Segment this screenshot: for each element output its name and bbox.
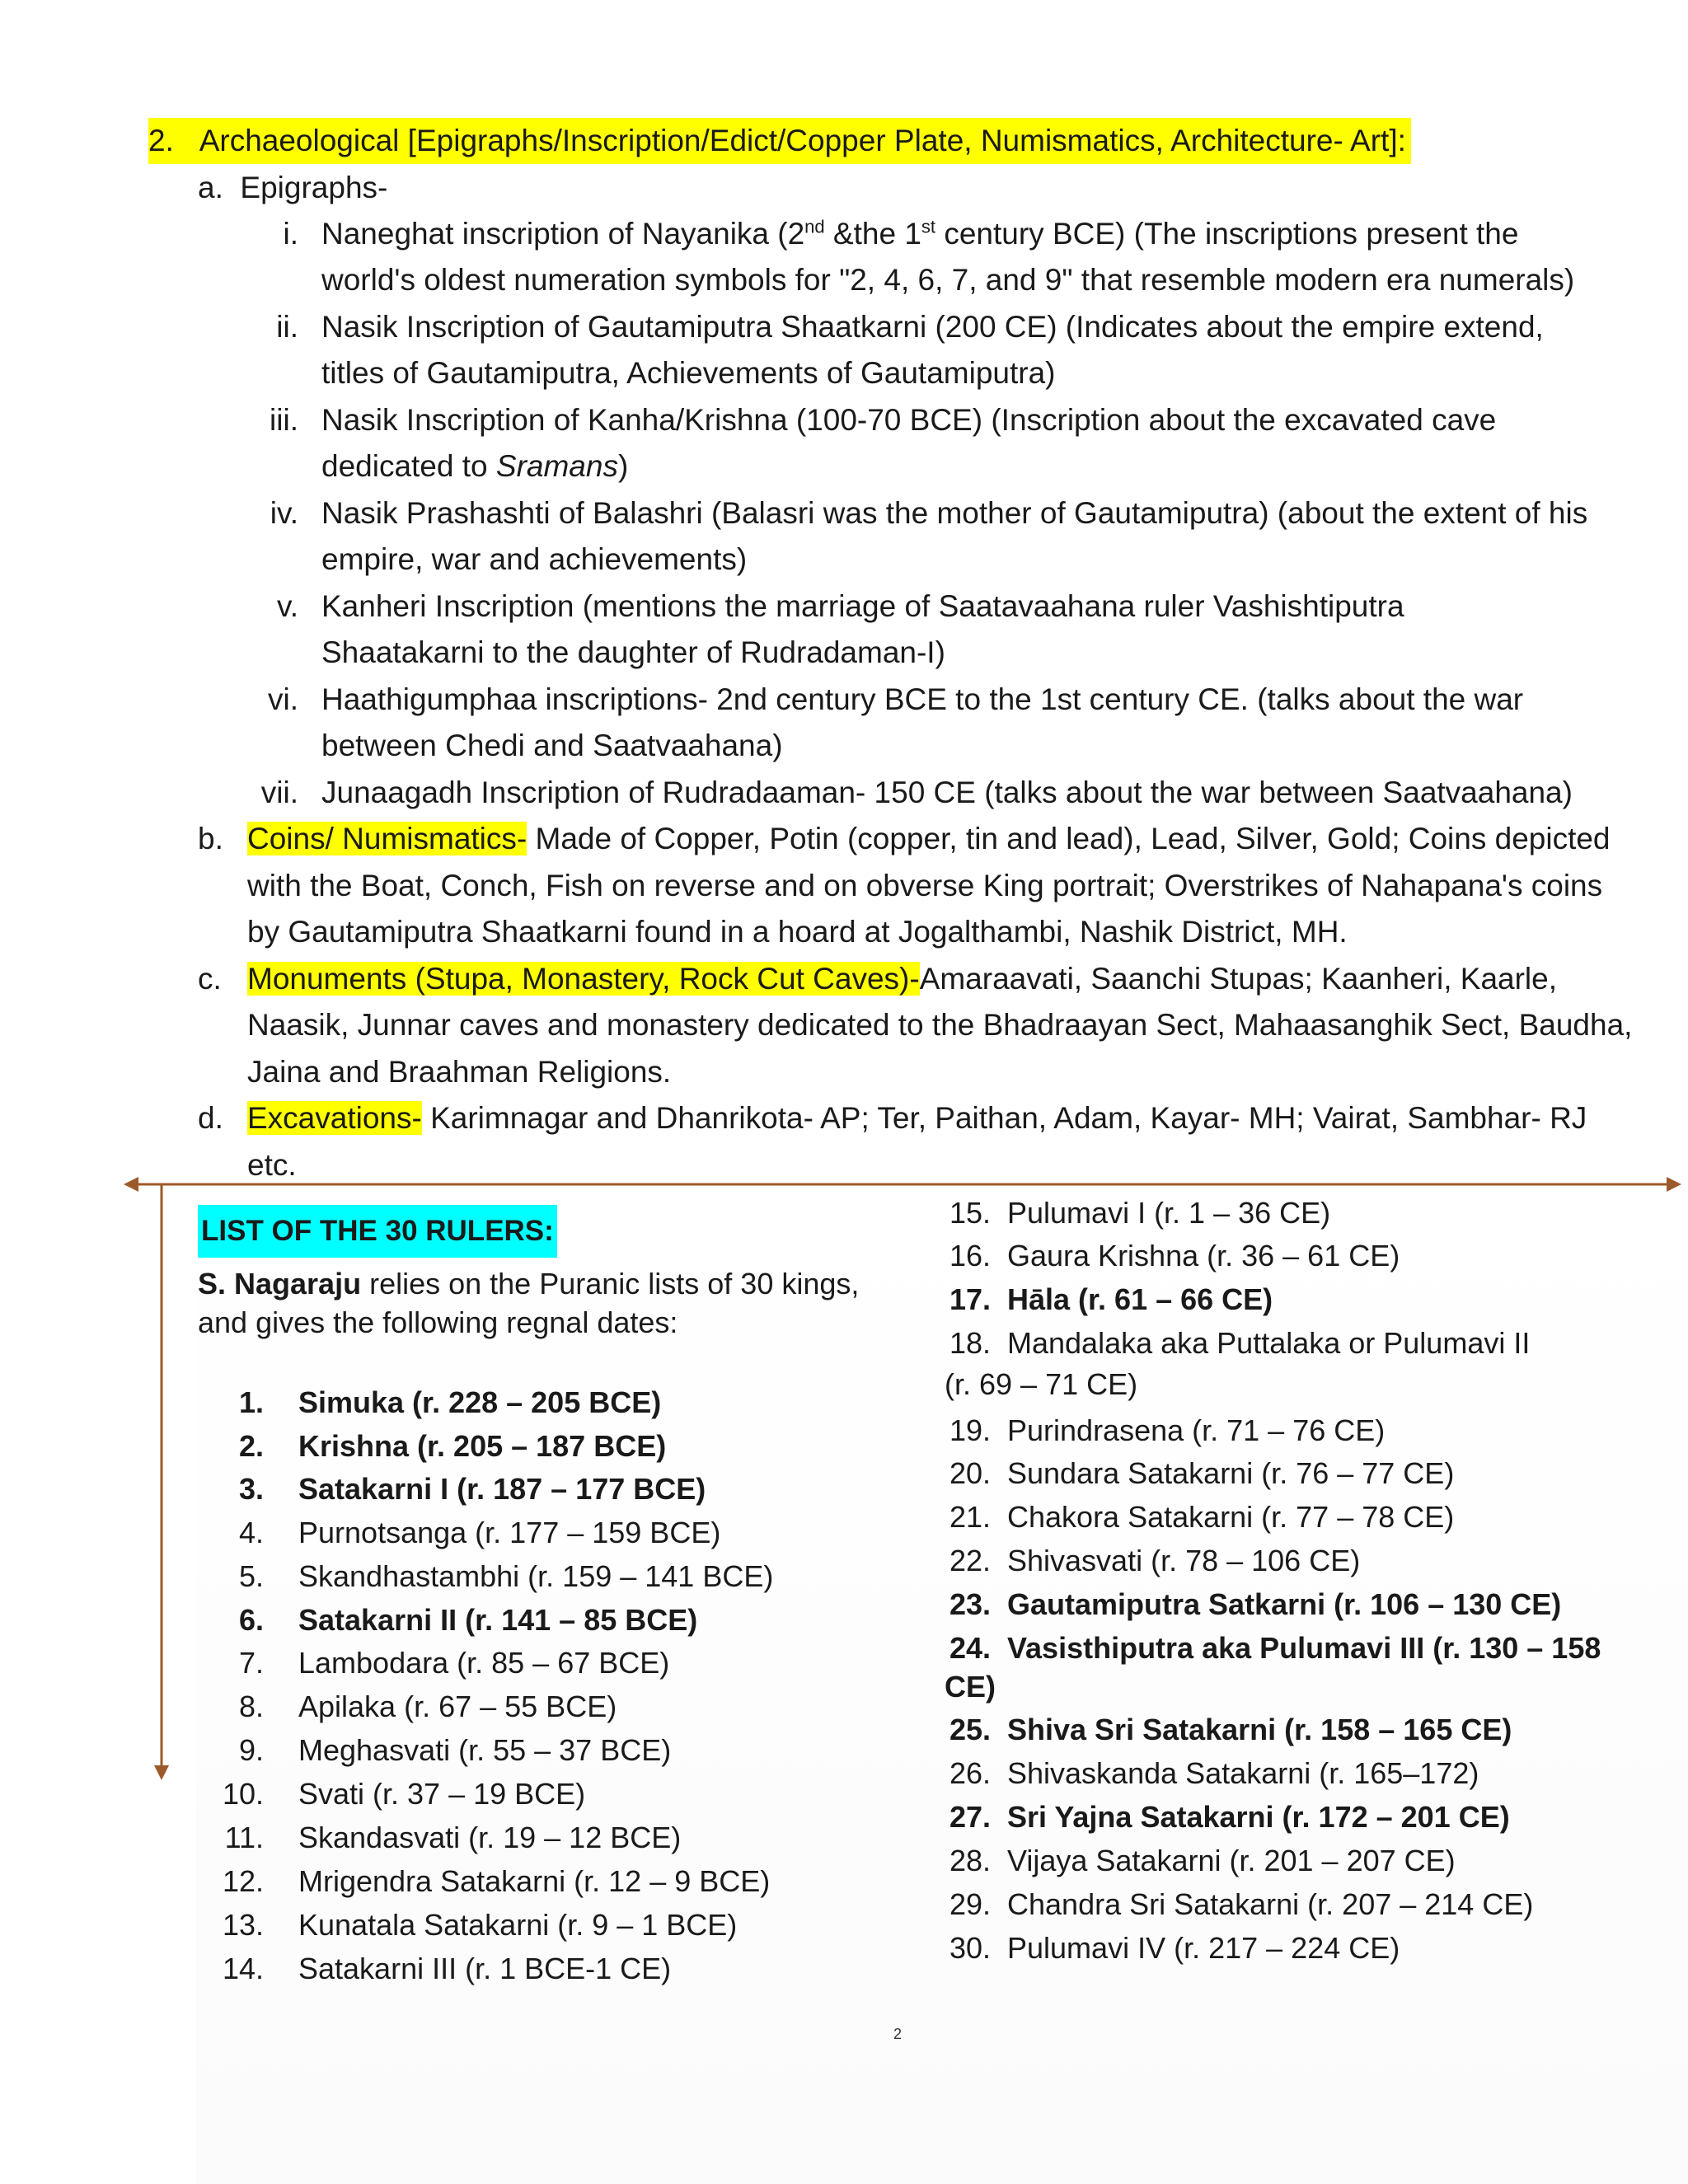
ruler-name: Svati (r. 37 – 19 BCE): [298, 1777, 586, 1811]
ruler-name: Apilaka (r. 67 – 55 BCE): [298, 1690, 617, 1723]
ruler-number: 25.: [949, 1713, 991, 1746]
epigraph-num-iv: iv.: [270, 496, 298, 530]
ruler-number: 10.: [222, 1777, 264, 1811]
rulers-intro-text1: relies on the Puranic lists of 30 kings,: [361, 1267, 860, 1301]
epigraph-i-sup-b: st: [921, 216, 936, 237]
ruler-number: 22.: [949, 1544, 991, 1577]
monuments-text1: Amaraavati, Saanchi Stupas; Kaanheri, Kaarle,: [919, 962, 1558, 996]
excavations-line2: etc.: [247, 1148, 297, 1182]
section-number: 2.: [148, 124, 174, 157]
epigraph-item-vi-line1: Haathigumphaa inscriptions- 2nd century BCE to the 1st century CE. (talks about the war: [321, 682, 1524, 716]
monuments-line3: Jaina and Braahman Religions.: [247, 1055, 672, 1089]
ruler-name: Shivasvati (r. 78 – 106 CE): [1007, 1544, 1361, 1577]
ruler-name: Lambodara (r. 85 – 67 BCE): [298, 1646, 670, 1680]
ruler-name: Purindrasena (r. 71 – 76 CE): [1007, 1413, 1386, 1447]
coins-label: Coins/ Numismatics-: [247, 822, 528, 855]
ruler-number: 6.: [238, 1603, 264, 1637]
ruler-number: 21.: [949, 1500, 991, 1534]
epigraph-item-ii-line2: titles of Gautamiputra, Achievements of Gautamiputra): [321, 356, 1056, 390]
ruler-name: Meghasvati (r. 55 – 37 BCE): [298, 1733, 672, 1767]
epigraph-iii-text-a: dedicated to: [321, 449, 496, 483]
epigraph-i-sup-a: nd: [804, 216, 825, 237]
ruler-name: Vasisthiputra aka Pulumavi III (r. 130 – 158: [1007, 1631, 1601, 1665]
ruler-number: 18.: [949, 1326, 991, 1360]
epigraphs-marker: a.: [198, 171, 223, 204]
ruler-name: Satakarni II (r. 141 – 85 BCE): [298, 1603, 698, 1637]
epigraph-item-iv-line1: Nasik Prashashti of Balashri (Balasri was the mother of Gautamiputra) (about the extent of his: [321, 496, 1588, 530]
ruler-number: 2.: [238, 1429, 264, 1463]
monuments-line2: Naasik, Junnar caves and monastery dedicated to the Bhadraayan Sect, Mahaasanghik Sect, Baudha,: [247, 1008, 1633, 1042]
ruler-name: Simuka (r. 228 – 205 BCE): [298, 1385, 662, 1419]
ruler-name: Chakora Satakarni (r. 77 – 78 CE): [1007, 1500, 1455, 1534]
ruler-name: Chandra Sri Satakarni (r. 207 – 214 CE): [1007, 1887, 1534, 1921]
ruler-name: Shivaskanda Satakarni (r. 165–172): [1007, 1756, 1479, 1790]
epigraph-num-vi: vi.: [268, 682, 298, 716]
ruler-number: 4.: [238, 1516, 264, 1549]
ruler-name: Krishna (r. 205 – 187 BCE): [298, 1429, 667, 1463]
rulers-heading: LIST OF THE 30 RULERS:: [198, 1205, 557, 1258]
ruler-name: Vijaya Satakarni (r. 201 – 207 CE): [1007, 1844, 1456, 1877]
ruler-name: Skandasvati (r. 19 – 12 BCE): [298, 1821, 682, 1854]
coins-marker: b.: [198, 822, 223, 855]
ruler-name: Pulumavi I (r. 1 – 36 CE): [1007, 1196, 1331, 1230]
page-number: 2: [893, 2026, 903, 2042]
epigraph-i-text-b: &the 1: [824, 217, 921, 251]
epigraph-item-v-line1: Kanheri Inscription (mentions the marriage of Saatavaahana ruler Vashishtiputra: [321, 589, 1404, 623]
ruler-number: 11.: [224, 1821, 264, 1854]
epigraph-item-iii-line1: Nasik Inscription of Kanha/Krishna (100-70 BCE) (Inscription about the excavated cave: [321, 403, 1497, 437]
excavations-text1: Karimnagar and Dhanrikota- AP; Ter, Paithan, Adam, Kayar- MH; Vairat, Sambhar- RJ: [421, 1101, 1587, 1135]
epigraph-i-text-c: century BCE) (The inscriptions present the: [935, 217, 1519, 251]
excavations-marker: d.: [198, 1101, 223, 1135]
coins-line3: by Gautamiputra Shaatkarni found in a hoard at Jogalthambi, Nashik District, MH.: [247, 915, 1348, 949]
ruler-name: Skandhastambhi (r. 159 – 141 BCE): [298, 1559, 774, 1593]
ruler-name: Mrigendra Satakarni (r. 12 – 9 BCE): [298, 1864, 771, 1898]
ruler-name: Satakarni III (r. 1 BCE-1 CE): [298, 1952, 672, 1985]
ruler-name: Sri Yajna Satakarni (r. 172 – 201 CE): [1007, 1800, 1510, 1834]
epigraph-item-ii-line1: Nasik Inscription of Gautamiputra Shaatkarni (200 CE) (Indicates about the empire extend,: [321, 310, 1544, 344]
ruler-name: Satakarni I (r. 187 – 177 BCE): [298, 1472, 706, 1506]
ruler-number: 3.: [238, 1472, 264, 1506]
rulers-intro-line1: [198, 1263, 859, 1305]
epigraph-item-i-line2: world's oldest numeration symbols for "2, 4, 6, 7, and 9" that resemble modern era numerals): [321, 263, 1575, 297]
epigraph-item-iv-line2: empire, war and achievements): [321, 542, 748, 576]
monuments-label: Monuments (Stupa, Monastery, Rock Cut Caves)-: [247, 962, 920, 996]
ruler-number: 15.: [949, 1196, 991, 1230]
ruler-number: 20.: [949, 1456, 991, 1490]
ruler-name: Purnotsanga (r. 177 – 159 BCE): [298, 1516, 721, 1549]
epigraph-num-ii: ii.: [276, 310, 298, 344]
ruler-name-continuation: (r. 69 – 71 CE): [945, 1367, 1138, 1401]
ruler-number: 13.: [222, 1908, 264, 1942]
section-title: Archaeological [Epigraphs/Inscription/Edict/Copper Plate, Numismatics, Architecture- Art]:: [199, 124, 1406, 157]
epigraph-item-vi-line2: between Chedi and Saatvaahana): [321, 729, 783, 762]
ruler-number: 23.: [949, 1587, 991, 1621]
coins-line2: with the Boat, Conch, Fish on reverse and on obverse King portrait; Overstrikes of Nahapana's coins: [247, 869, 1603, 902]
ruler-number: 30.: [949, 1931, 991, 1965]
epigraphs-title: Epigraphs-: [240, 171, 388, 204]
ruler-name: Mandalaka aka Puttalaka or Pulumavi II: [1007, 1326, 1531, 1360]
ruler-number: 16.: [949, 1239, 991, 1272]
ruler-name: Hāla (r. 61 – 66 CE): [1007, 1282, 1273, 1316]
ruler-name: Gaura Krishna (r. 36 – 61 CE): [1007, 1239, 1400, 1272]
epigraph-num-vii: vii.: [260, 776, 298, 809]
monuments-marker: c.: [198, 962, 222, 996]
coins-text1: Made of Copper, Potin (copper, tin and lead), Lead, Silver, Gold; Coins depicted: [527, 822, 1611, 855]
ruler-number: 1.: [238, 1385, 264, 1419]
ruler-number: 24.: [949, 1631, 991, 1665]
left-arrowhead-icon: [124, 1177, 138, 1192]
epigraph-iii-text-b: ): [617, 449, 629, 483]
ruler-name: Sundara Satakarni (r. 76 – 77 CE): [1007, 1456, 1455, 1490]
ruler-number: 8.: [238, 1690, 264, 1723]
ruler-number: 7.: [238, 1646, 264, 1680]
epigraph-item-v-line2: Shaatakarni to the daughter of Rudradaman-I): [321, 635, 945, 669]
excavations-label: Excavations-: [247, 1101, 422, 1135]
rulers-intro-author: S. Nagaraju: [198, 1267, 362, 1301]
ruler-name: Pulumavi IV (r. 217 – 224 CE): [1007, 1931, 1400, 1965]
ruler-number: 12.: [222, 1864, 264, 1898]
ruler-name: Kunatala Satakarni (r. 9 – 1 BCE): [298, 1908, 738, 1942]
ruler-number: 14.: [222, 1952, 264, 1985]
ruler-number: 17.: [949, 1282, 991, 1316]
ruler-name: Shiva Sri Satakarni (r. 158 – 165 CE): [1007, 1713, 1512, 1746]
epigraph-item-vii-line1: Junaagadh Inscription of Rudradaaman- 150 CE (talks about the war between Saatvaahana): [321, 776, 1573, 809]
ruler-number: 26.: [949, 1756, 991, 1790]
ruler-number: 29.: [949, 1887, 991, 1921]
ruler-number: 27.: [949, 1800, 991, 1834]
epigraph-iii-italic: Sramans: [495, 449, 618, 483]
ruler-name-continuation: CE): [945, 1670, 996, 1704]
ruler-number: 5.: [238, 1559, 264, 1593]
ruler-number: 28.: [949, 1844, 991, 1877]
down-arrowhead-icon: [154, 1765, 169, 1780]
ruler-number: 9.: [238, 1733, 264, 1767]
ruler-name: Gautamiputra Satkarni (r. 106 – 130 CE): [1007, 1587, 1562, 1621]
right-arrowhead-icon: [1667, 1177, 1681, 1192]
epigraph-num-iii: iii.: [270, 403, 298, 437]
epigraph-i-text-a: Naneghat inscription of Nayanika (2: [321, 217, 805, 251]
epigraph-num-i: i.: [283, 217, 298, 251]
ruler-number: 19.: [949, 1413, 991, 1447]
rulers-intro-line2: and gives the following regnal dates:: [198, 1305, 678, 1339]
epigraph-num-v: v.: [276, 589, 298, 623]
